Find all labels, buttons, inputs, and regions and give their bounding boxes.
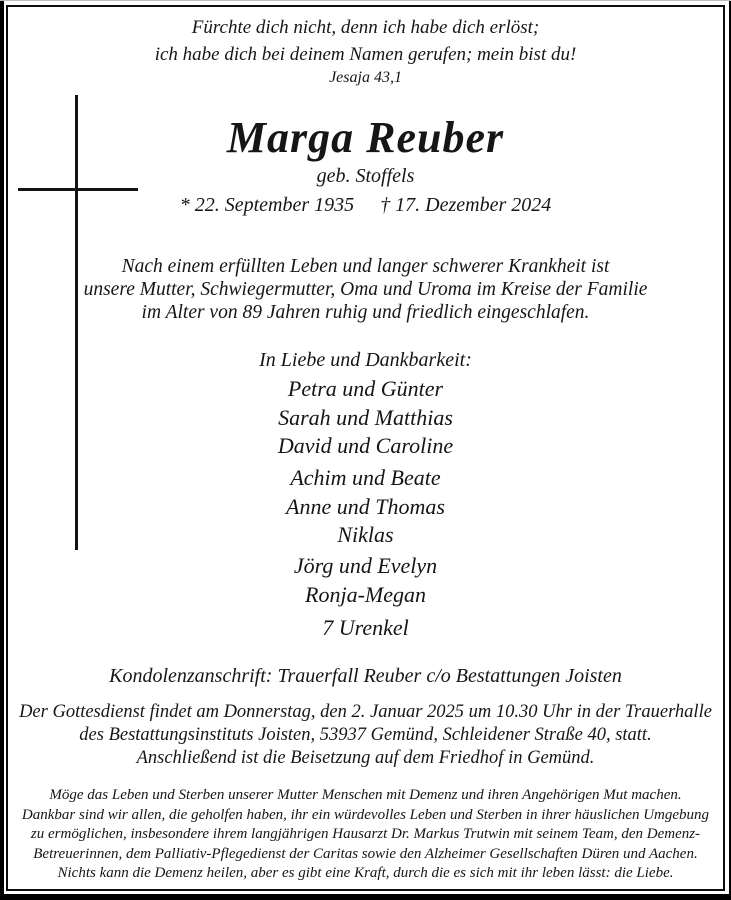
mourners-group-family: [0, 464, 731, 550]
closing-tribute: [0, 786, 731, 884]
service-line: des Bestattungsinstituts Joisten, 53937 Gemünd, Schleidener Straße 40, statt.: [79, 725, 652, 745]
deceased-name: Marga Reuber: [226, 113, 505, 162]
closing-line: Dankbar sind wir allen, die geholfen haben, ihr ein würdevolles Leben und Sterben in ihrer häuslichen Umgebung: [21, 806, 710, 823]
scripture-quote: [0, 14, 731, 68]
cross-horizontal-bar: [18, 188, 138, 191]
condolence-address: Kondolenzanschrift: Trauerfall Reuber c/o Bestattungen Joisten: [109, 665, 622, 687]
service-line: Der Gottesdienst findet am Donnerstag, den 2. Januar 2025 um 10.30 Uhr in der Trauerhalle: [19, 702, 712, 722]
maiden-name: geb. Stoffels: [316, 165, 415, 187]
scripture-reference: Jesaja 43,1: [329, 69, 402, 86]
mourner-name: Achim und Beate: [290, 465, 441, 490]
closing-line: zu ermöglichen, insbesondere ihrem langjährigen Hausarzt Dr. Markus Trutwin mit seinem Team, den Demenz-: [30, 826, 701, 843]
birth-date: * 22. September 1935: [179, 194, 355, 216]
quote-line: Fürchte dich nicht, denn ich habe dich erlöst;: [191, 17, 540, 38]
mourners-group-children: [0, 375, 731, 461]
mourner-name: Petra und Günter: [287, 376, 444, 401]
announcement-line: unsere Mutter, Schwiegermutter, Oma und Uroma im Kreise der Familie: [83, 279, 648, 300]
closing-line: Nichts kann die Demenz heilen, aber es gibt eine Kraft, durch die es sich mit ihr leben lässt: die Liebe.: [57, 865, 674, 882]
closing-line: Betreuerinnen, dem Palliativ-Pflegedienst der Caritas sowie den Alzheimer Gesellschaften Düren und Aachen.: [33, 845, 698, 862]
mourner-name: Niklas: [337, 522, 394, 547]
quote-line: ich habe dich bei deinem Namen gerufen; mein bist du!: [154, 44, 577, 65]
life-dates: [0, 194, 731, 217]
funeral-service-info: [0, 701, 731, 770]
mourner-name: Anne und Thomas: [286, 493, 445, 519]
closing-line: Möge das Leben und Sterben unserer Mutter Menschen mit Demenz und ihren Angehörigen Mut machen.: [49, 787, 682, 803]
announcement-line: Nach einem erfüllten Leben und langer schwerer Krankheit ist: [121, 256, 610, 277]
page-edge-top: [0, 0, 731, 1]
mourner-name: Jörg und Evelyn: [293, 553, 438, 578]
mourner-name: David und Caroline: [277, 433, 454, 458]
death-date: † 17. Dezember 2024: [380, 194, 552, 216]
page-edge-bottom: [0, 894, 731, 900]
mourners-intro: In Liebe und Dankbarkeit:: [259, 349, 472, 371]
mourner-name: Sarah und Matthias: [278, 404, 453, 430]
announcement-line: im Alter von 89 Jahren ruhig und friedlich eingeschlafen.: [141, 302, 590, 323]
death-announcement: [0, 255, 731, 324]
mourner-name: Ronja-Megan: [305, 581, 426, 607]
mourners-group-greatgrandchildren: [0, 614, 731, 643]
service-line: Anschließend ist die Beisetzung auf dem Friedhof in Gemünd.: [136, 748, 595, 768]
mourners-group-grandchildren: [0, 552, 731, 609]
mourner-name: 7 Urenkel: [322, 615, 409, 640]
